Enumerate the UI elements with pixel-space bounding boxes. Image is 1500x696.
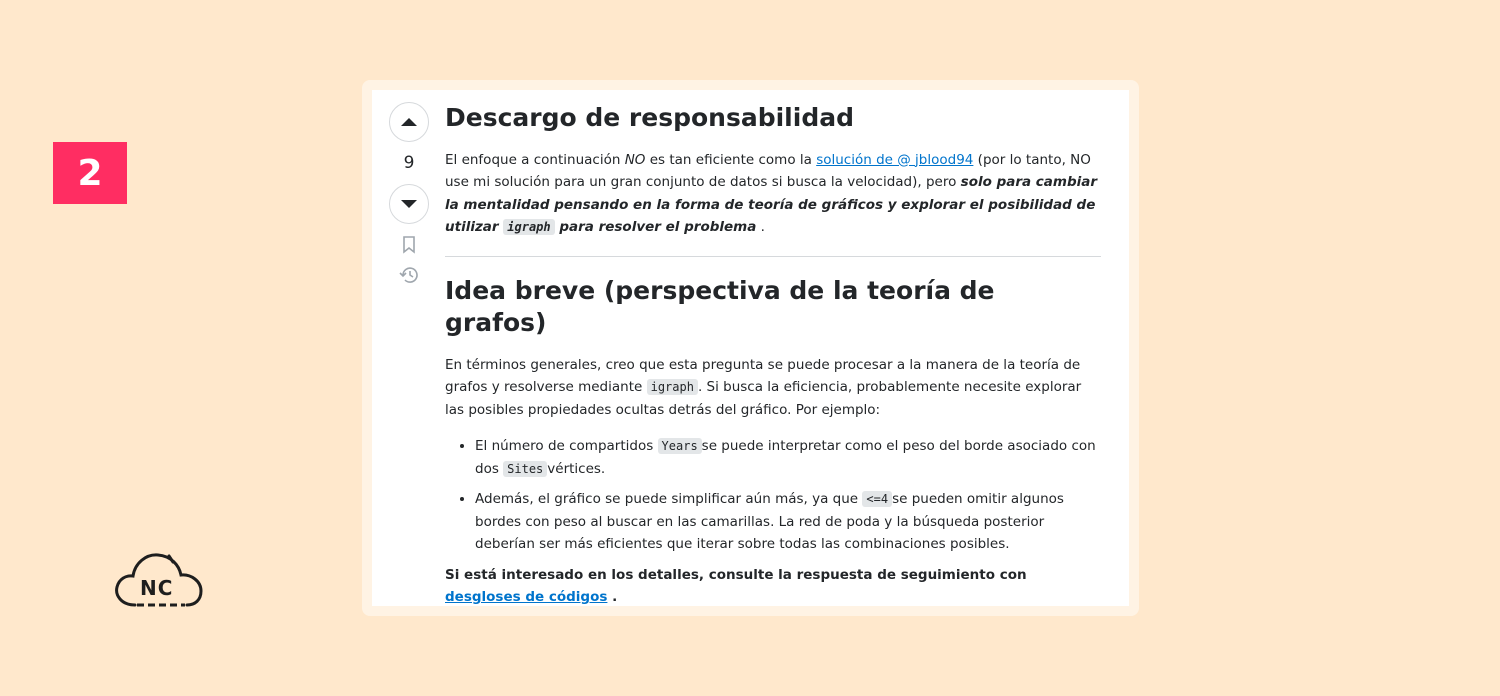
disclaimer-paragraph bbox=[445, 149, 1101, 239]
history-button[interactable] bbox=[399, 266, 419, 284]
bookmark-icon bbox=[402, 236, 416, 254]
step-number: 2 bbox=[77, 152, 103, 194]
vote-count: 9 bbox=[403, 153, 415, 173]
text: En términos generales, creo que esta pregunta se puede procesar a la manera de la teoría de grafos y resolverse mediante bbox=[445, 356, 1081, 395]
text: vértices. bbox=[547, 460, 606, 477]
idea-list bbox=[445, 435, 1101, 556]
followup-paragraph bbox=[445, 564, 1101, 607]
bold-text: Si está interesado en los detalles, consulte la respuesta de seguimiento con bbox=[445, 566, 1027, 583]
idea-paragraph bbox=[445, 354, 1101, 422]
solution-link[interactable]: solución de @ jblood94 bbox=[816, 151, 974, 168]
inline-code: igraph bbox=[503, 219, 554, 235]
italic-text: NO bbox=[624, 151, 646, 168]
vote-column bbox=[388, 102, 430, 284]
bookmark-button[interactable] bbox=[402, 236, 416, 254]
text: . Si busca la eficiencia, probablemente necesite explorar las posibles propiedades ocultas detrás del gráfico. Por ejemplo: bbox=[445, 379, 1082, 418]
answer-card bbox=[372, 90, 1129, 606]
answer-body bbox=[445, 102, 1101, 606]
text: El número de compartidos bbox=[475, 438, 658, 454]
bold-italic-text: solo para cambiar la mentalidad pensando en la forma de teoría de gráficos y explorar el posibilidad de utilizar bbox=[445, 174, 1098, 235]
text: . bbox=[756, 219, 765, 235]
nc-cloud-logo bbox=[113, 550, 205, 610]
bold-italic-text: para resolver el problema bbox=[554, 219, 757, 235]
heading-disclaimer: Descargo de responsabilidad bbox=[445, 103, 854, 132]
step-number-badge bbox=[53, 142, 127, 204]
inline-code: Sites bbox=[503, 461, 547, 477]
inline-code: Years bbox=[658, 438, 702, 454]
downvote-button[interactable] bbox=[389, 184, 429, 224]
list-item bbox=[475, 435, 1101, 480]
text: El enfoque a continuación bbox=[445, 151, 625, 168]
text: es tan eficiente como la bbox=[645, 151, 817, 168]
inline-code: igraph bbox=[647, 379, 698, 395]
logo-text: NC bbox=[140, 576, 174, 600]
arrow-down-icon bbox=[400, 199, 418, 209]
divider bbox=[445, 256, 1101, 257]
inline-code: <=4 bbox=[862, 491, 892, 507]
list-item bbox=[475, 488, 1101, 556]
history-icon bbox=[399, 266, 419, 284]
text: Además, el gráfico se puede simplificar aún más, ya que bbox=[475, 491, 863, 507]
bold-text: . bbox=[607, 589, 618, 605]
heading-brief-idea: Idea breve (perspectiva de la teoría de grafos) bbox=[445, 275, 995, 337]
upvote-button[interactable] bbox=[389, 102, 429, 142]
code-breakdown-link[interactable]: desgloses de códigos bbox=[445, 589, 608, 605]
arrow-up-icon bbox=[400, 117, 418, 127]
text: se pueden omitir algunos bordes con peso al buscar en las camarillas. La red de poda y la búsqueda posterior deberían ser más eficientes que iterar sobre todas las combinaciones posibles. bbox=[475, 491, 1064, 552]
text: se puede interpretar como el peso del borde asociado con dos bbox=[475, 438, 1096, 477]
text: (por lo tanto, NO use mi solución para un gran conjunto de datos si busca la velocidad), pero bbox=[445, 151, 1091, 190]
